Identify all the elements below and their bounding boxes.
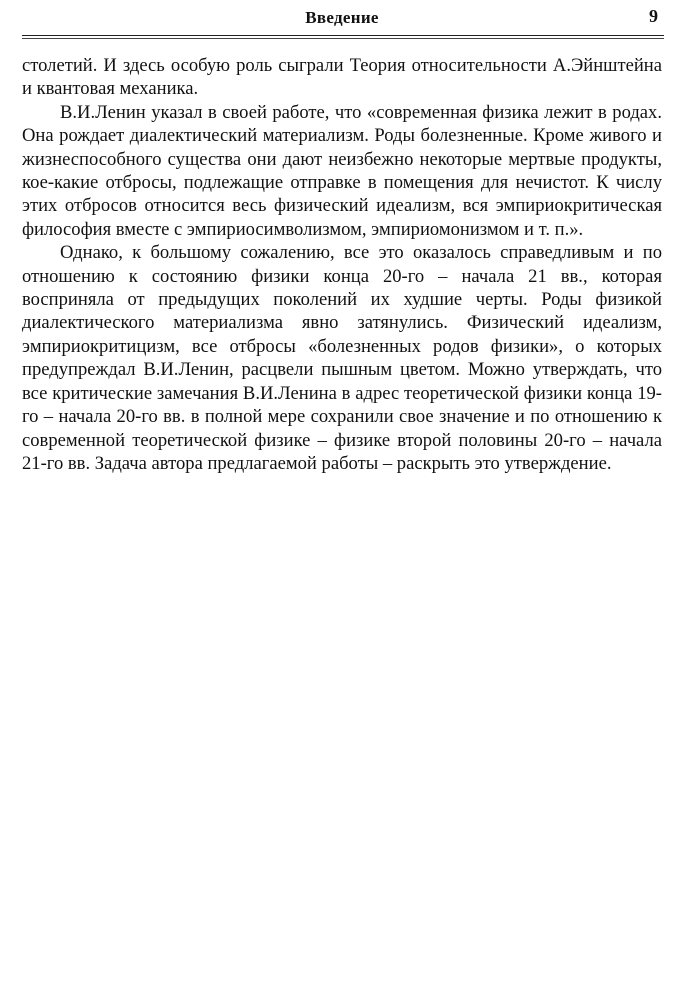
chapter-title: Введение [305, 8, 379, 27]
header-rule [22, 35, 664, 36]
paragraph-conclusion: Однако, к большому сожалению, все это оказалось справедливым и по отношению к состоянию физики конца 20-го – начала 21 вв., которая восприняла от предыдущих поколений их худшие черты. Роды физикой диалектического материализма явно затянулись. Физический идеализм, эмпириокритицизм, все отбросы «болезненных родов физики», о которых предупреждал В.И.Ленин, расцвели пышным цветом. Можно утверждать, что все критические замечания В.И.Ленина в адрес теоретической физики конца 19-го – начала 20-го вв. в полной мере сохранили свое значение и по отношению к современной теоретической физике – физике второй половины 20-го – начала 21-го вв. Задача автора предлагаемой работы – раскрыть это утверждение. [22, 242, 662, 474]
header-rule-thin [22, 38, 664, 39]
running-header [22, 8, 662, 34]
paragraph-lenin-quote: В.И.Ленин указал в своей работе, что «современная физика лежит в родах. Она рождает диалектический материализм. Роды болезненные. Кроме живого и жизнеспособного существа они дают неизбежно некоторые мертвые продукты, кое-какие отбросы, подлежащие отправке в помещения для нечистот. К числу этих отбросов относится весь физический идеализм, вся эмпириокритическая философия вместе с эмпириосимволизмом, эмпириомонизмом и т. п.». [22, 101, 662, 240]
paragraph-continuation: столетий. И здесь особую роль сыграли Теория относительности А.Эйнштейна и квантовая механика. [22, 55, 662, 100]
body-text [22, 54, 662, 475]
page-number: 9 [649, 6, 658, 26]
